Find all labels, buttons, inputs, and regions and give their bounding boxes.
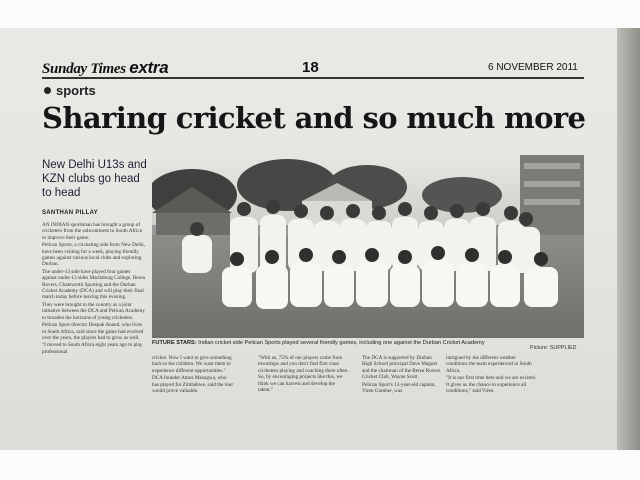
headline: Sharing cricket and so much more (42, 101, 586, 135)
background-bottom (0, 450, 640, 480)
paragraph: The under-13 side have played four games against under-13 sides Maritzburg College, Berea Rovers, Chatsworth Sporting and the Durban Cricket Academy (DCA) and will play their final match today before leaving this evening. (42, 268, 145, 301)
paragraph: Pelican Sport director Deepak Anand, who lives in South Africa, said since the game had evolved over the years, the players had to grow as well. (42, 322, 144, 341)
article-column-1 (42, 222, 146, 356)
background-top (0, 0, 640, 30)
section-label (44, 83, 96, 98)
paragraph: Pelican Sport's 13-year-old captain, Viren Gumber, was (362, 381, 436, 395)
page-number: 18 (302, 59, 319, 76)
paragraph: DCA founder Amos Masugwa, who has played for Zimbabwe, said the tour would prove valuable. (152, 375, 234, 395)
byline: SANTHAN PILLAY (42, 210, 98, 216)
page-edge-shadow (617, 28, 640, 452)
issue-date: 6 NOVEMBER 2011 (488, 62, 578, 73)
team-photo (152, 155, 584, 338)
paragraph: "With us, 75% of our players come from townships and you don't find first class cricketers playing and coaching there often. So, by encouraging projects like this, we think we can harvest and develop the talent." (258, 355, 349, 394)
paragraph: AN INDIAN sportsman has brought a group of cricketers from the subcontinent to South Africa to improve their game. (42, 222, 142, 241)
masthead-extra: extra (129, 58, 169, 77)
masthead-rule (42, 77, 584, 79)
paragraph: intrigued by the different weather conditions the team experienced in South Africa. (446, 355, 532, 374)
paragraph: cricket. Now I want to give something back to the children. We want them to experience different opportunities." (152, 355, 232, 374)
masthead (42, 58, 168, 78)
caption-text: Indian cricket side Pelican Sports played several friendly games, including one against the Durban Cricket Academy (198, 340, 485, 346)
paragraph: The DCA is supported by Durban High School principal Dave Magner and the chairman of the Berea Rovers Cricket Club, Wayne Scott. (362, 355, 441, 381)
article-column-2 (152, 355, 234, 395)
paragraph: Pelican Sports, a cricketing side from New Delhi, have been visiting for a week, playing friendly games against various local clubs and exploring Durban. (42, 242, 146, 268)
photo-credit: Picture: SUPPLIED (530, 345, 577, 351)
article-column-4 (362, 355, 442, 395)
masthead-title: Sunday Times (42, 61, 126, 77)
article-column-3 (258, 355, 350, 394)
paragraph: They were brought to the country as a joint initiative between the DCA and Pelican Academy to broaden the horizons of young cricketers. (42, 301, 145, 321)
section-label-text: sports (56, 83, 96, 98)
bullet-icon (44, 87, 51, 94)
standfirst: New Delhi U13s and KZN clubs go head to head (42, 159, 147, 199)
paragraph: "I moved to South Africa eight years ago to play professional (42, 342, 143, 355)
photo-caption (152, 340, 584, 346)
caption-lead: FUTURE STARS: (152, 340, 197, 346)
paragraph: "It is our first time here and we are excited. It gives us the chance to experience all conditions," said Viren. (446, 375, 536, 395)
article-column-5 (446, 355, 536, 395)
team-photo-image (152, 155, 584, 338)
